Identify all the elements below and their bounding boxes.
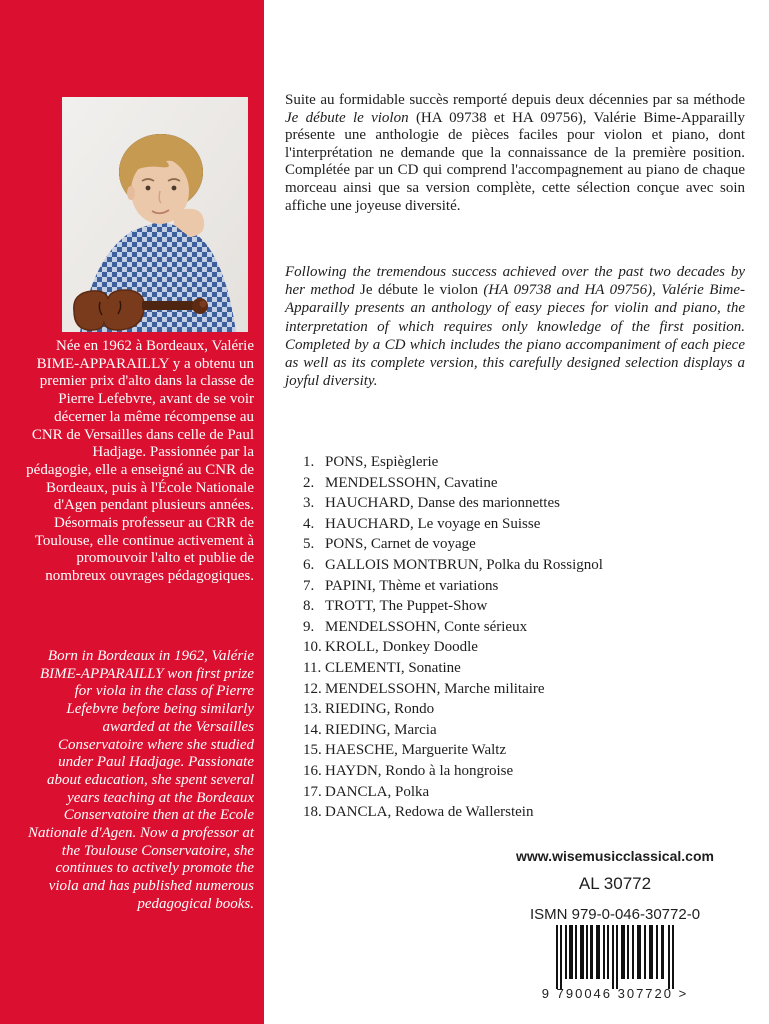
description-english — [285, 263, 745, 390]
track-item — [303, 679, 743, 700]
description-french — [285, 92, 745, 215]
publisher-website: www.wisemusicclassical.com — [516, 848, 714, 864]
track-item — [303, 699, 743, 720]
track-label: HAUCHARD, Danse des marionnettes — [325, 495, 560, 512]
track-number: 18. — [303, 804, 322, 821]
track-number: 16. — [303, 762, 322, 779]
track-item — [303, 514, 743, 535]
track-number: 2. — [303, 474, 315, 491]
track-label: GALLOIS MONTBRUN, Polka du Rossignol — [325, 556, 603, 573]
description-french-rest: (HA 09738 et HA 09756), Valérie Bime-Apparailly présente une anthologie de pièces faciles pour violon et piano, dont l'interprétation ne demande que la connaissance de la première position. Complétée par un CD qui comprend l'accompagnement au piano de chaque morceau ainsi que sa version complète, cette sélection conçue avec soin affiche une joyeuse diversité. — [285, 109, 745, 214]
author-photo-illustration — [62, 97, 248, 332]
track-number: 11. — [303, 659, 322, 676]
track-number: 17. — [303, 783, 322, 800]
track-label: CLEMENTI, Sonatine — [325, 659, 461, 676]
track-item — [303, 473, 743, 494]
track-item — [303, 740, 743, 761]
author-bio-english: Born in Bordeaux in 1962, Valérie BIME-APPARAILLY won first prize for viola in the class of Pierre Lefebvre before being similarly awarded at the Versailles Conservatoire where she studied under Paul Hadjage. Passionate about education, she spent several years teaching at the Bordeaux Conservatoire then at the Ecole Nationale d'Agen. Now a professor at the Toulouse Conservatoire, she continues to actively promote the viola and has published numerous pedagogical books. — [28, 648, 254, 912]
track-item — [303, 658, 743, 679]
track-item — [303, 637, 743, 658]
track-number: 15. — [303, 742, 322, 759]
track-label: DANCLA, Redowa de Wallerstein — [325, 804, 534, 821]
author-photo — [62, 97, 248, 332]
track-number: 3. — [303, 495, 315, 512]
publisher-footer — [470, 848, 760, 1001]
track-item — [303, 596, 743, 617]
track-item — [303, 617, 743, 638]
track-label: HAESCHE, Marguerite Waltz — [325, 742, 507, 759]
track-list — [303, 452, 743, 823]
track-label: MENDELSSOHN, Cavatine — [325, 474, 498, 491]
catalog-number: AL 30772 — [578, 874, 652, 893]
method-title-english: Je débute le violon — [360, 282, 478, 299]
track-label: MENDELSSOHN, Marche militaire — [325, 680, 545, 697]
track-item — [303, 782, 743, 803]
track-label: KROLL, Donkey Doodle — [325, 639, 478, 656]
track-label: HAYDN, Rondo à la hongroise — [325, 762, 514, 779]
track-item — [303, 720, 743, 741]
track-item — [303, 452, 743, 473]
method-title-french: Je débute le violon — [285, 109, 409, 126]
ismn-number: ISMN 979-0-046-30772-0 — [529, 906, 701, 923]
track-number: 12. — [303, 680, 322, 697]
description-english-lead: Following the tremendous success achieved over the past two decades by her method — [285, 264, 745, 299]
track-label: DANCLA, Polka — [325, 783, 430, 800]
barcode — [556, 925, 674, 989]
track-item — [303, 555, 743, 576]
track-label: MENDELSSOHN, Conte sérieux — [325, 618, 528, 635]
track-label: PAPINI, Thème et variations — [325, 577, 499, 594]
track-label: HAUCHARD, Le voyage en Suisse — [325, 515, 541, 532]
track-item — [303, 534, 743, 555]
track-item — [303, 761, 743, 782]
description-french-lead: Suite au formidable succès remporté depuis deux décennies par sa méthode — [285, 92, 745, 108]
track-number: 10. — [303, 639, 322, 656]
track-number: 1. — [303, 454, 315, 470]
track-number: 5. — [303, 536, 315, 553]
track-item — [303, 576, 743, 597]
track-label: TROTT, The Puppet-Show — [325, 598, 488, 615]
track-label: PONS, Espièglerie — [325, 454, 439, 470]
author-bio-french: Née en 1962 à Bordeaux, Valérie BIME-APPARAILLY y a obtenu un premier prix d'alto dans la classe de Pierre Lefebvre, avant de se voir décerner la même récompense au CNR de Versailles dans celle de Paul Hadjage. Passionnée par la pédagogie, elle a enseigné au CNR de Bordeaux, puis à l'École Nationale d'Agen pendant plusieurs années. Désormais professeur au CRR de Toulouse, elle continue activement à promouvoir l'alto et publie de nombreux ouvrages pédagogiques. — [26, 338, 254, 585]
track-number: 7. — [303, 577, 315, 594]
track-item — [303, 493, 743, 514]
left-red-panel — [0, 0, 264, 1024]
track-label: RIEDING, Marcia — [325, 721, 437, 738]
track-number: 4. — [303, 515, 315, 532]
track-label: RIEDING, Rondo — [325, 701, 435, 718]
barcode-number: 9 790046 307720 > — [541, 986, 689, 1001]
track-number: 8. — [303, 598, 315, 615]
track-label: PONS, Carnet de voyage — [325, 536, 476, 553]
track-number: 14. — [303, 721, 322, 738]
track-item — [303, 802, 743, 823]
track-number: 9. — [303, 618, 315, 635]
track-number: 13. — [303, 701, 322, 718]
description-english-rest: (HA 09738 and HA 09756), Valérie Bime-Apparailly presents an anthology of easy pieces for violin and piano, the interpretation of which requires only knowledge of the first position. Completed by a CD which includes the piano accompaniment of each piece as well as its complete version, this carefully designed selection displays a joyful diversity. — [285, 282, 746, 390]
track-number: 6. — [303, 556, 315, 573]
